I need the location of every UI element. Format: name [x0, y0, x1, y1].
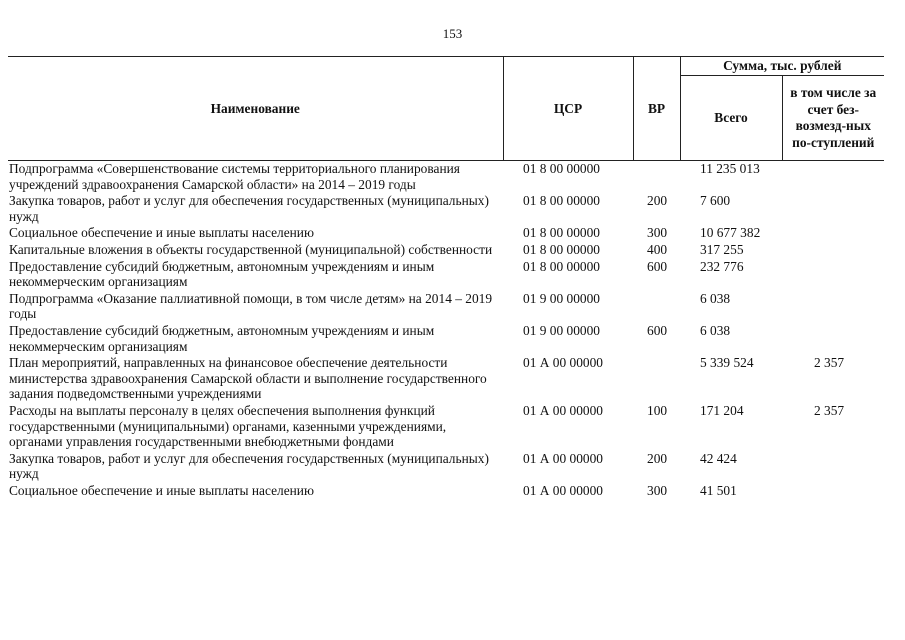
cell-gratuitous — [782, 323, 884, 355]
cell-total: 232 776 — [700, 258, 744, 274]
header-total: Всего — [680, 76, 782, 161]
cell-name: Закупка товаров, работ и услуг для обеспечения государственных (муниципальных) нужд — [9, 450, 489, 482]
cell-vr — [633, 161, 680, 194]
table-row — [8, 242, 884, 259]
cell-csr: 01 9 00 00000 — [523, 290, 600, 306]
header-name: Наименование — [8, 57, 503, 161]
cell-total: 41 501 — [700, 482, 737, 498]
cell-name: Подпрограмма «Совершенствование системы территориального планирования учреждений здравоохранения Самарской области» на 2014 – 2019 годы — [9, 161, 460, 192]
cell-name: Предоставление субсидий бюджетным, автономным учреждениям и иным некоммерческим организациям — [9, 258, 435, 290]
cell-name: Предоставление субсидий бюджетным, автономным учреждениям и иным некоммерческим организациям — [9, 322, 435, 354]
cell-gratuitous — [782, 161, 884, 194]
table-row — [8, 355, 884, 403]
table-row — [8, 225, 884, 242]
cell-vr: 300 — [647, 482, 668, 498]
cell-total: 171 204 — [700, 402, 744, 418]
table-row — [8, 291, 884, 323]
cell-total: 6 038 — [700, 290, 731, 306]
cell-name: Капитальные вложения в объекты государственной (муниципальной) собственности — [9, 241, 493, 257]
table-row — [8, 403, 884, 451]
cell-gratuitous — [782, 483, 884, 500]
cell-csr: 01 8 00 00000 — [523, 225, 600, 241]
table-row — [8, 483, 884, 500]
cell-gratuitous — [782, 451, 884, 483]
cell-vr: 300 — [647, 225, 668, 241]
cell-total: 5 339 524 — [700, 355, 754, 371]
cell-csr: 01 8 00 00000 — [523, 161, 600, 176]
cell-gratuitous — [782, 225, 884, 242]
cell-total: 10 677 382 — [700, 225, 761, 241]
cell-gratuitous — [782, 291, 884, 323]
table-body — [8, 161, 884, 500]
cell-name: Подпрограмма «Оказание паллиативной помощи, в том числе детям» на 2014 – 2019 годы — [9, 290, 493, 322]
cell-csr: 01 9 00 00000 — [523, 322, 600, 338]
cell-csr: 01 А 00 00000 — [523, 355, 603, 371]
table-header — [8, 57, 884, 161]
cell-gratuitous — [782, 193, 884, 225]
header-vr: ВР — [633, 57, 680, 161]
cell-total: 7 600 — [700, 193, 731, 209]
cell-name: Расходы на выплаты персоналу в целях обеспечения выполнения функций государственными (муниципальными) органами, казенными учреждениями, органами управления государственными внебюджетными фондами — [9, 402, 447, 450]
header-gratuitous: в том числе за счет без-возмезд-ных по-ступлений — [782, 76, 884, 161]
page-number: 153 — [442, 26, 463, 41]
table-row — [8, 193, 884, 225]
cell-vr — [633, 291, 680, 323]
cell-vr: 200 — [647, 450, 668, 466]
header-sum: Сумма, тыс. рублей — [680, 57, 884, 76]
cell-name: План мероприятий, направленных на финансовое обеспечение деятельности министерства здравоохранения Самарской области и выполнение государственного задания подведомственными учреждениями — [9, 355, 487, 402]
cell-gratuitous — [782, 259, 884, 291]
cell-csr: 01 А 00 00000 — [523, 450, 603, 466]
cell-total: 6 038 — [700, 322, 731, 338]
cell-gratuitous: 2 357 — [814, 355, 845, 371]
cell-name: Закупка товаров, работ и услуг для обеспечения государственных (муниципальных) нужд — [9, 193, 489, 224]
cell-vr: 100 — [647, 402, 668, 418]
cell-csr: 01 8 00 00000 — [523, 241, 600, 257]
cell-csr: 01 А 00 00000 — [523, 402, 603, 418]
cell-total: 42 424 — [700, 450, 737, 466]
cell-total: 11 235 013 — [700, 161, 760, 176]
cell-vr — [633, 355, 680, 403]
cell-csr: 01 8 00 00000 — [523, 193, 600, 209]
cell-vr: 200 — [647, 193, 668, 209]
table-row — [8, 161, 884, 194]
cell-total: 317 255 — [700, 241, 744, 257]
cell-name: Социальное обеспечение и иные выплаты населению — [9, 482, 314, 498]
cell-name: Социальное обеспечение и иные выплаты населению — [9, 225, 314, 241]
cell-gratuitous: 2 357 — [814, 402, 845, 418]
table-row — [8, 451, 884, 483]
cell-csr: 01 А 00 00000 — [523, 482, 603, 498]
cell-gratuitous — [782, 242, 884, 259]
cell-vr: 400 — [647, 241, 668, 257]
cell-vr: 600 — [647, 258, 668, 274]
header-csr: ЦСР — [503, 57, 633, 161]
cell-vr: 600 — [647, 322, 668, 338]
cell-csr: 01 8 00 00000 — [523, 258, 600, 274]
budget-table — [8, 56, 884, 499]
table-row — [8, 259, 884, 291]
table-row — [8, 323, 884, 355]
